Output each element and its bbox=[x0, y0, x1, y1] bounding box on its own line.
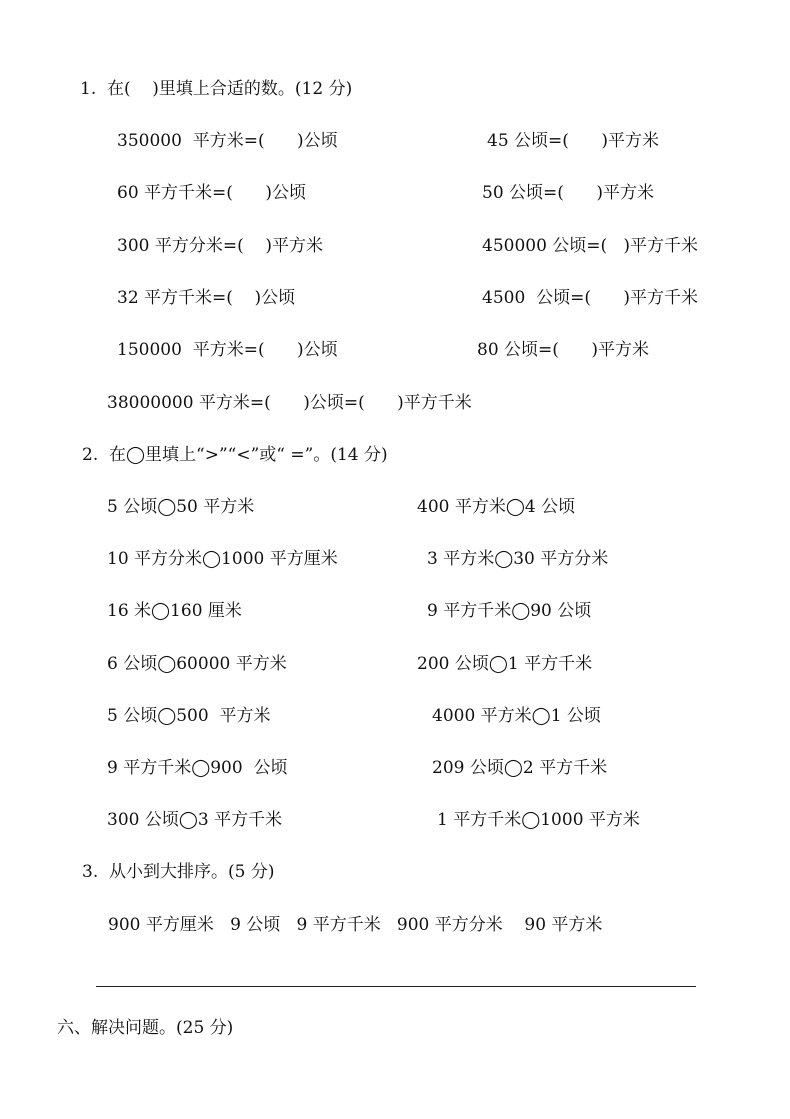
s1-left-item: 150000 平方米=( )公顷 bbox=[117, 340, 338, 360]
s2-left-item: 9 平方千米◯900 公顷 bbox=[107, 758, 288, 778]
section-6-heading: 六、解决问题。(25 分) bbox=[57, 1018, 234, 1038]
s2-left-item: 300 公顷◯3 平方千米 bbox=[107, 810, 283, 830]
s2-left-item: 5 公顷◯500 平方米 bbox=[107, 706, 271, 726]
s2-left-item: 10 平方分米◯1000 平方厘米 bbox=[107, 549, 338, 569]
s2-right-item: 1 平方千米◯1000 平方米 bbox=[437, 810, 640, 830]
s1-right-item: 450000 公顷=( )平方千米 bbox=[482, 236, 699, 256]
section-2-heading: 2. 在◯里填上“>”“<”或“ =”。(14 分) bbox=[82, 445, 388, 465]
s2-right-item: 3 平方米◯30 平方分米 bbox=[427, 549, 609, 569]
s1-last-item: 38000000 平方米=( )公顷=( )平方千米 bbox=[107, 393, 472, 413]
s1-right-item: 80 公顷=( )平方米 bbox=[477, 340, 649, 360]
s1-left-item: 300 平方分米=( )平方米 bbox=[117, 236, 323, 256]
s2-right-item: 200 公顷◯1 平方千米 bbox=[417, 654, 593, 674]
section-1-heading: 1. 在( )里填上合适的数。(12 分) bbox=[80, 79, 353, 99]
s2-right-item: 9 平方千米◯90 公顷 bbox=[427, 601, 592, 621]
section-3-heading: 3. 从小到大排序。(5 分) bbox=[82, 862, 275, 882]
s2-right-item: 400 平方米◯4 公顷 bbox=[417, 497, 576, 517]
s1-right-item: 50 公顷=( )平方米 bbox=[482, 183, 654, 203]
s1-right-item: 4500 公顷=( )平方千米 bbox=[482, 288, 699, 308]
s1-left-item: 60 平方千米=( )公顷 bbox=[117, 183, 306, 203]
s1-right-item: 45 公顷=( )平方米 bbox=[487, 131, 659, 151]
divider-line bbox=[96, 986, 696, 987]
s2-left-item: 16 米◯160 厘米 bbox=[107, 601, 242, 621]
s2-left-item: 5 公顷◯50 平方米 bbox=[107, 497, 255, 517]
s2-right-item: 4000 平方米◯1 公顷 bbox=[432, 706, 601, 726]
s1-left-item: 350000 平方米=( )公顷 bbox=[117, 131, 338, 151]
s1-left-item: 32 平方千米=( )公顷 bbox=[117, 288, 296, 308]
s3-items: 900 平方厘米 9 公顷 9 平方千米 900 平方分米 90 平方米 bbox=[108, 915, 603, 935]
s2-left-item: 6 公顷◯60000 平方米 bbox=[107, 654, 287, 674]
s2-right-item: 209 公顷◯2 平方千米 bbox=[432, 758, 608, 778]
